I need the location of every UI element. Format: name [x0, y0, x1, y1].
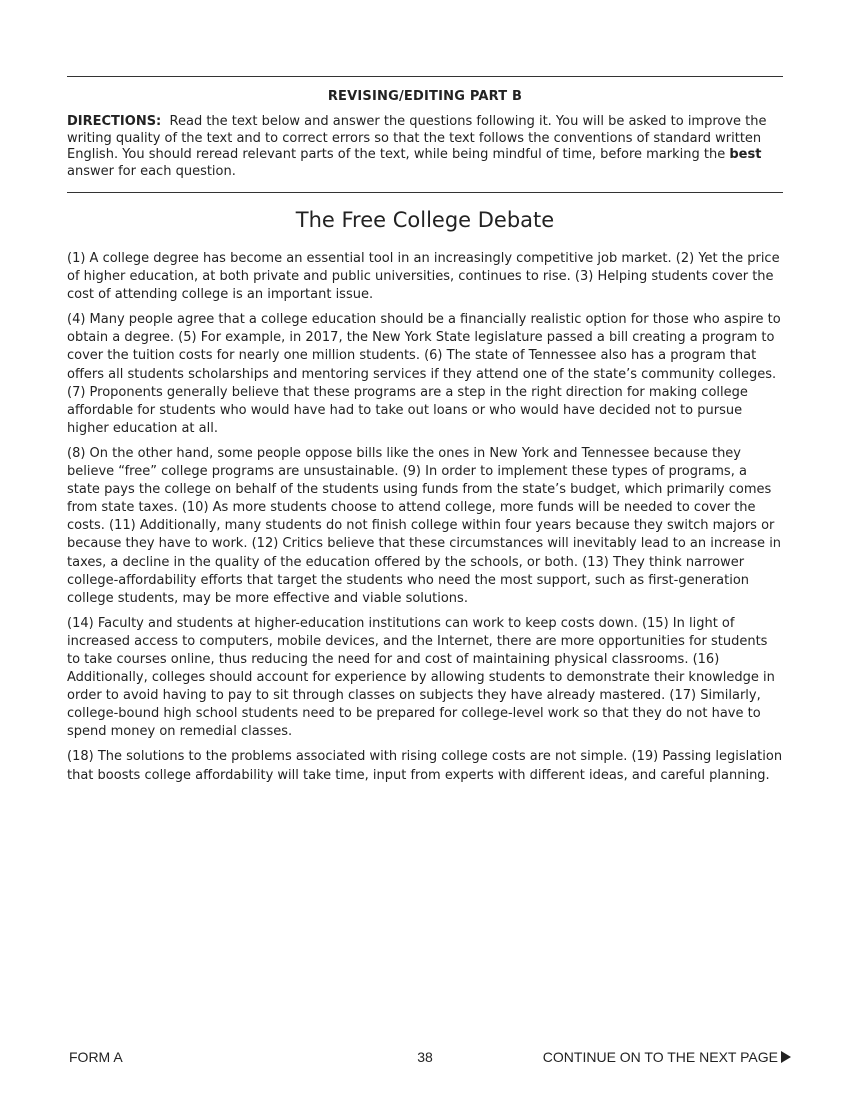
footer-form-label: FORM A [69, 1049, 123, 1065]
directions-emphasis: best [729, 147, 762, 162]
paragraph-2: (4) Many people agree that a college education should be a financially realistic option for those who aspire to obtain a degree. (5) For example, in 2017, the New York State legislature passed a bill creating a program to cover the tuition costs for nearly one million students. (6) The state of Tennessee also has a program that offers all students scholarships and mentoring services if they attend one of the state’s community colleges. (7) Proponents generally believe that these programs are a step in the right direction for making college affordable for students who would have had to take out loans or who would have decided not to pursue higher education at all. [67, 312, 781, 436]
paragraph-1: (1) A college degree has become an essential tool in an increasingly competitive job market. (2) Yet the price of higher education, at both private and public universities, continues to rise. (3) Helping students cover the cost of attending college is an important issue. [67, 251, 780, 303]
continue-text: CONTINUE ON TO THE NEXT PAGE [542, 1049, 778, 1065]
continue-indicator [543, 1049, 791, 1065]
page-number: 38 [417, 1049, 433, 1065]
directions-divider [67, 192, 783, 193]
paragraph-5: (18) The solutions to the problems associated with rising college costs are not simple. (19) Passing legislation that boosts college affordability will take time, input from experts with different ideas, and careful planning. [67, 749, 783, 783]
passage-title: The Free College Debate [295, 208, 555, 232]
paragraph-4: (14) Faculty and students at higher-education institutions can work to keep costs down. (15) In light of increased access to computers, mobile devices, and the Internet, there are more opportunities for students to take courses online, thus reducing the need for and cost of maintaining physical classrooms. (16) Additionally, colleges should account for experience by allowing students to demonstrate their knowledge in order to avoid having to pay to sit through classes on subjects they have already mastered. (17) Similarly, college-bound high school students need to be prepared for college-level work so that they do not have to spend money on remedial classes. [67, 615, 775, 740]
right-triangle-icon [781, 1051, 791, 1063]
passage-body [67, 250, 783, 792]
directions [67, 114, 783, 180]
paragraph-3: (8) On the other hand, some people oppose bills like the ones in New York and Tennessee because they believe “free” college programs are unsustainable. (9) In order to implement these types of programs, a state pays the college on behalf of the students using funds from the state’s budget, which primarily comes from state taxes. (10) As more students choose to attend college, more funds will be needed to cover the costs. (11) Additionally, many students do not finish college within four years because they switch majors or because they have to work. (12) Critics believe that these circumstances will inevitably lead to an increase in taxes, a decline in the quality of the education offered by the schools, or both. (13) They think narrower college-affordability efforts that target the students who need the most support, such as first-generation college students, may be more effective and viable solutions. [67, 445, 782, 606]
section-title: REVISING/EDITING PART B [327, 89, 523, 104]
top-divider [67, 76, 783, 77]
directions-text-1: Read the text below and answer the questions following it. You will be asked to improve the writing quality of the text and to correct errors so that the text follows the conventions of standard written English. You should reread relevant parts of the text, while being mindful of time, before marking the [67, 114, 767, 162]
directions-label: DIRECTIONS: [67, 114, 162, 129]
directions-text-2: answer for each question. [67, 163, 236, 179]
